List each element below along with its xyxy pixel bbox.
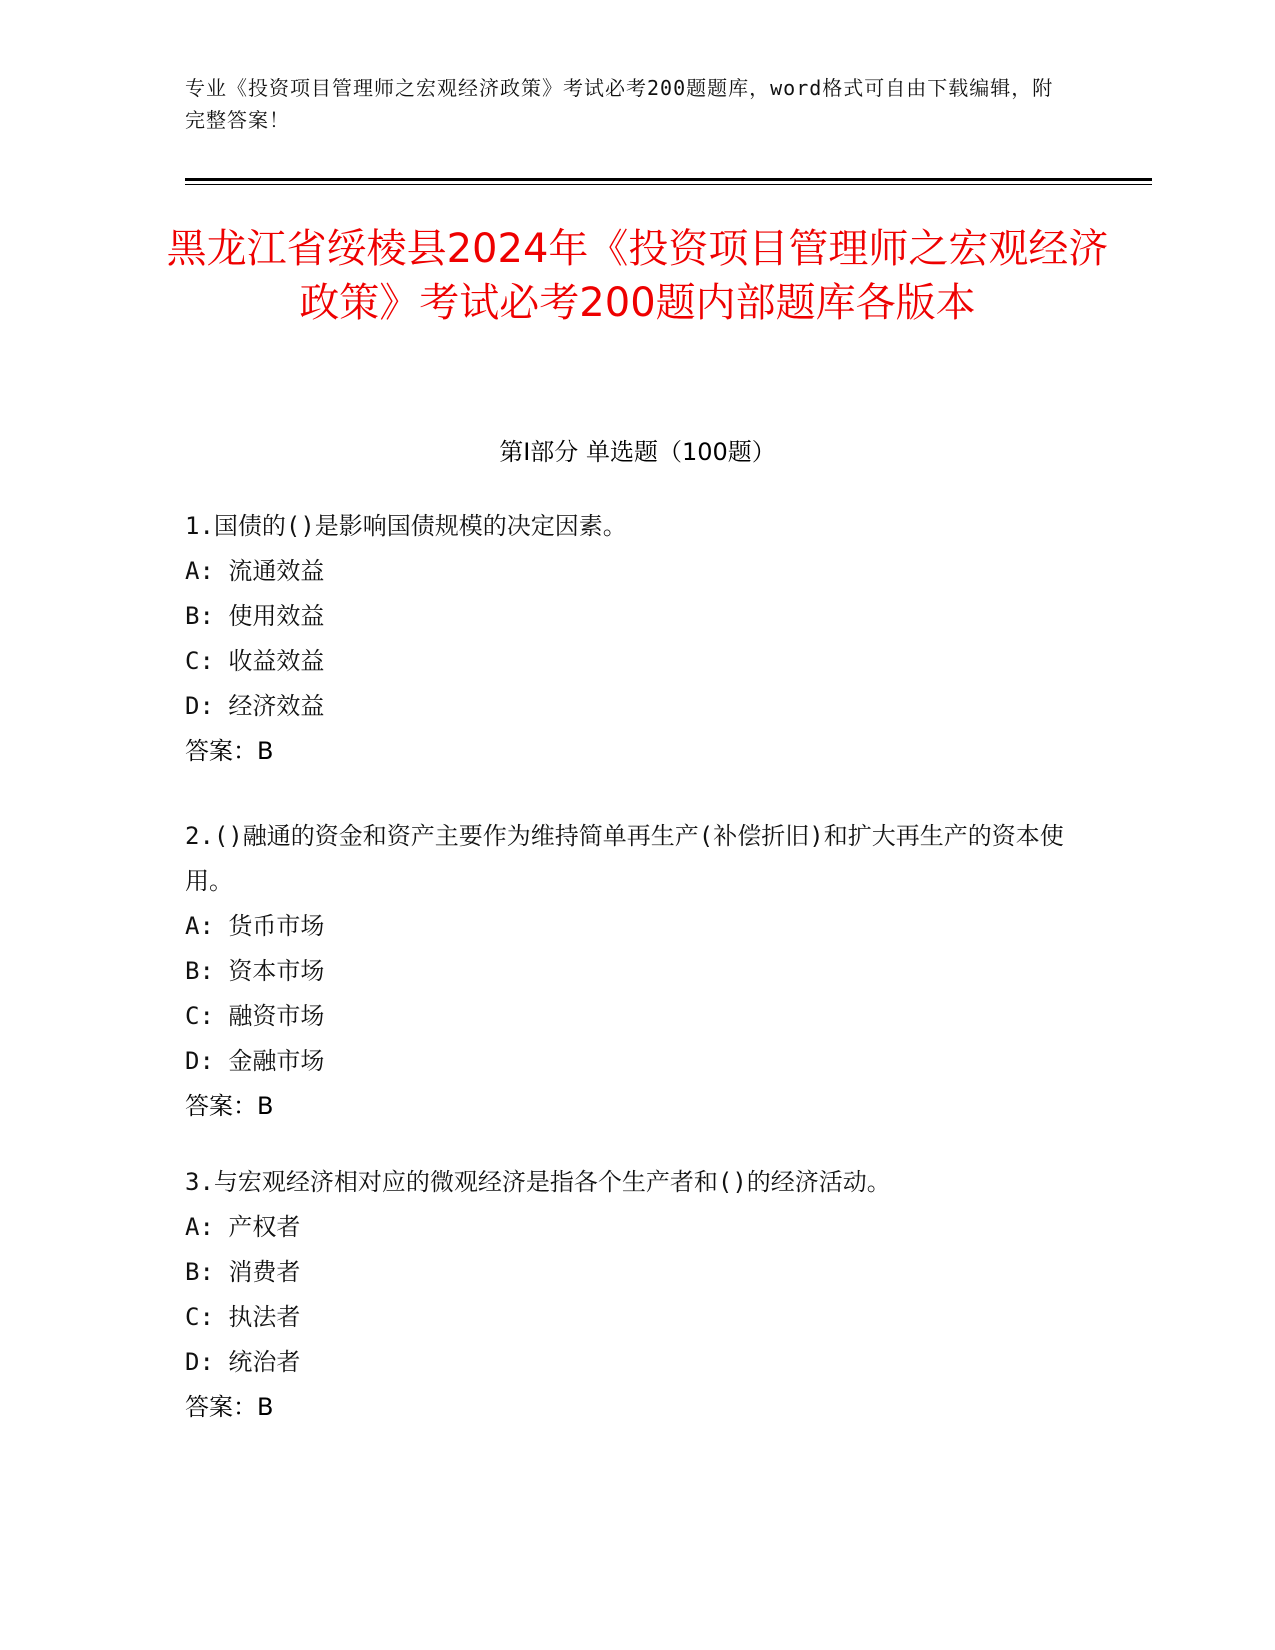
question-stem: 3.与宏观经济相对应的微观经济是指各个生产者和()的经济活动。 bbox=[185, 1168, 891, 1196]
answer: 答案：B bbox=[185, 1092, 274, 1120]
option-a: A: 产权者 bbox=[185, 1213, 301, 1241]
question-1 bbox=[185, 504, 1065, 774]
question-3 bbox=[185, 1160, 1065, 1430]
option-d: D: 经济效益 bbox=[185, 692, 325, 720]
question-stem: 1.国债的()是影响国债规模的决定因素。 bbox=[185, 512, 627, 540]
header-note: 专业《投资项目管理师之宏观经济政策》考试必考200题题库，word格式可自由下载编辑，附完整答案！ bbox=[185, 76, 1054, 132]
option-c: C: 融资市场 bbox=[185, 1002, 325, 1030]
option-a: A: 货币市场 bbox=[185, 912, 325, 940]
option-d: D: 统治者 bbox=[185, 1348, 301, 1376]
answer: 答案：B bbox=[185, 1393, 274, 1421]
option-c: C: 执法者 bbox=[185, 1303, 301, 1331]
question-stem: 2.()融通的资金和资产主要作为维持简单再生产(补偿折旧)和扩大再生产的资本使用。 bbox=[185, 822, 1064, 895]
option-d: D: 金融市场 bbox=[185, 1047, 325, 1075]
question-2 bbox=[185, 814, 1065, 1129]
option-c: C: 收益效益 bbox=[185, 647, 325, 675]
option-b: B: 使用效益 bbox=[185, 602, 325, 630]
header-divider-thin bbox=[185, 184, 1152, 185]
answer: 答案：B bbox=[185, 737, 274, 765]
document-title: 黑龙江省绥棱县2024年《投资项目管理师之宏观经济政策》考试必考200题内部题库各版本 bbox=[166, 226, 1109, 326]
option-a: A: 流通效益 bbox=[185, 557, 325, 585]
header-divider-thick bbox=[185, 178, 1152, 181]
option-b: B: 消费者 bbox=[185, 1258, 301, 1286]
option-b: B: 资本市场 bbox=[185, 957, 325, 985]
section-heading: 第I部分 单选题（100题） bbox=[499, 438, 776, 466]
